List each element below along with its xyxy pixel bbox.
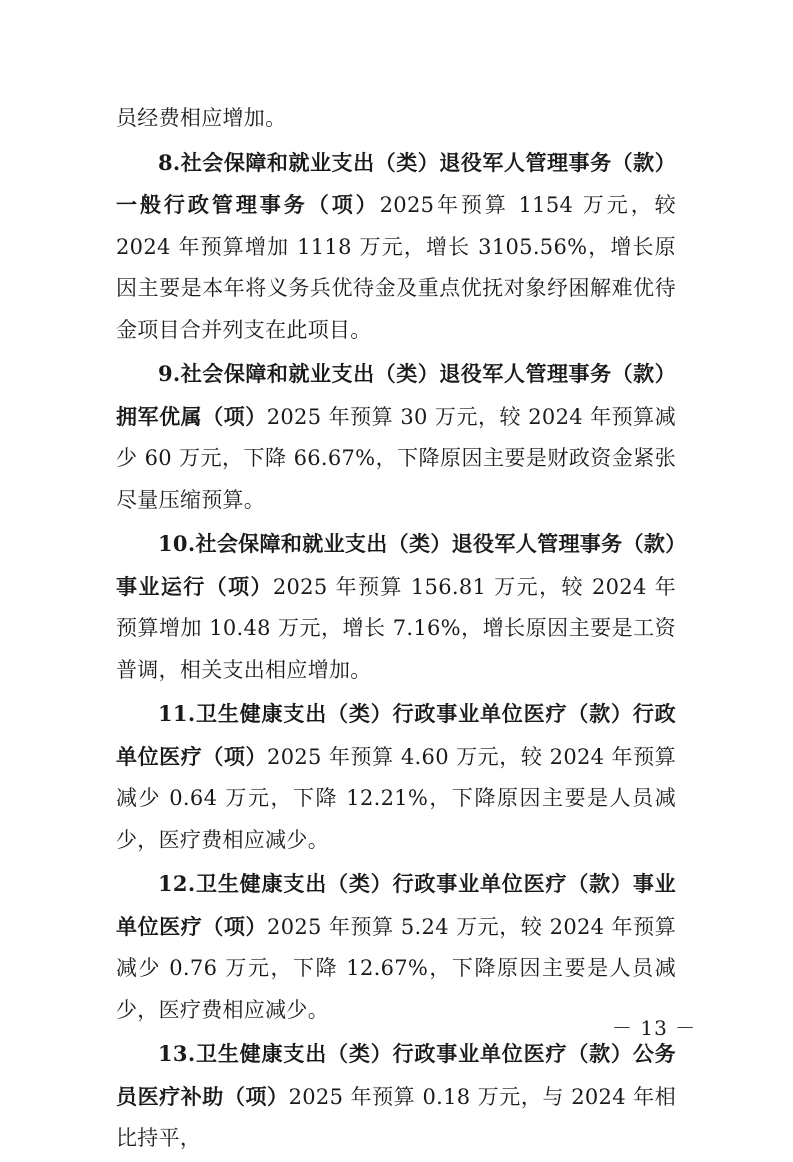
paragraph-item-13 (116, 1033, 676, 1160)
paragraph-item-11 (116, 693, 676, 861)
paragraph-heading: 12.卫生健康支出（类）行政事业单位医疗（款）事业单位医疗（项） (116, 871, 676, 939)
paragraph-body: 员经费相应增加。 (116, 106, 287, 130)
paragraph-body: 2025 年预算 5.24 万元，较 2024 年预算减少 0.76 万元，下降 12.67%，下降原因主要是人员减少，医疗费相应减少。 (116, 914, 676, 1022)
paragraph-heading: 10.社会保障和就业支出（类）退役军人管理事务（款）事业运行（项） (116, 531, 676, 599)
page-number: － 13 － (612, 1016, 697, 1040)
paragraph-heading: 13.卫生健康支出（类）行政事业单位医疗（款）公务员医疗补助（项） (116, 1041, 676, 1109)
paragraph-item-8 (116, 142, 676, 352)
paragraph-body: 2025 年预算 156.81 万元，较 2024 年预算增加 10.48 万元，增长 7.16%，增长原因主要是工资普调，相关支出相应增加。 (116, 574, 676, 682)
paragraph-continuation (116, 98, 676, 140)
paragraph-body: 2025 年预算 4.60 万元，较 2024 年预算减少 0.64 万元，下降 12.21%，下降原因主要是人员减少，医疗费相应减少。 (116, 744, 676, 852)
paragraph-heading: 9.社会保障和就业支出（类）退役军人管理事务（款）拥军优属（项） (116, 361, 676, 429)
document-body (116, 98, 676, 1162)
paragraph-item-9 (116, 353, 676, 521)
paragraph-body: 2025年预算 1154 万元，较 2024 年预算增加 1118 万元，增长 3105.56%，增长原因主要是本年将义务兵优待金及重点优抚对象纾困解难优待金项目合并列支在此项目。 (116, 193, 676, 342)
paragraph-heading: 8.社会保障和就业支出（类）退役军人管理事务（款）一般行政管理事务（项） (116, 149, 676, 217)
paragraph-body: 2025 年预算 30 万元，较 2024 年预算减少 60 万元，下降 66.67%，下降原因主要是财政资金紧张尽量压缩预算。 (116, 404, 676, 512)
paragraph-heading: 11.卫生健康支出（类）行政事业单位医疗（款）行政单位医疗（项） (116, 701, 676, 769)
paragraph-body: 2025 年预算 0.18 万元，与 2024 年相比持平， (116, 1084, 676, 1150)
paragraph-item-12 (116, 863, 676, 1031)
paragraph-item-10 (116, 523, 676, 691)
